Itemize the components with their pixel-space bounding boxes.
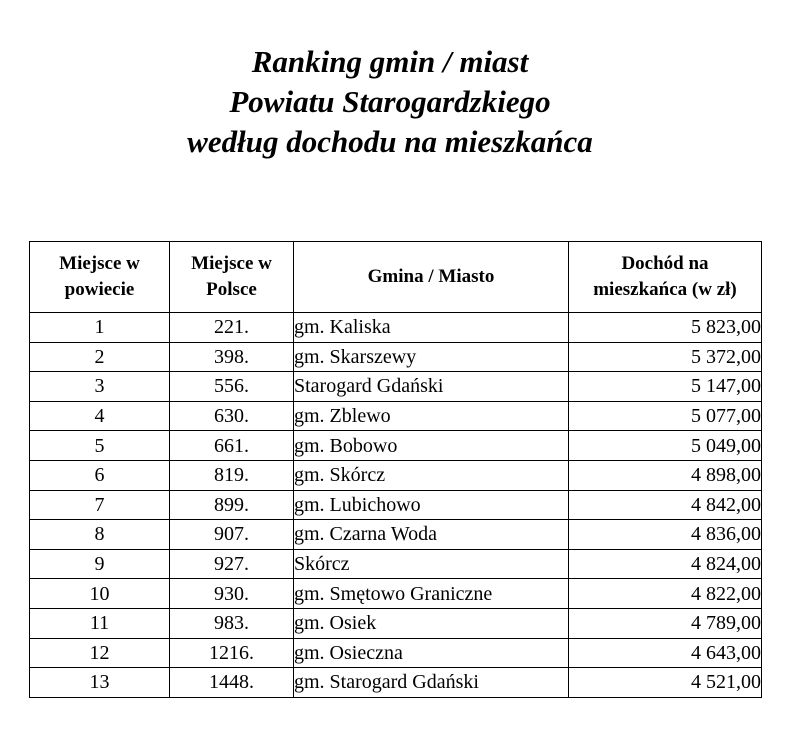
cell-county-rank: 10 bbox=[30, 579, 170, 609]
cell-national-rank: 661. bbox=[170, 431, 294, 461]
cell-national-rank: 1216. bbox=[170, 638, 294, 668]
page-title bbox=[0, 42, 780, 162]
header-income-line1: Dochód na bbox=[621, 253, 709, 274]
header-income-line2: mieszkańca (w zł) bbox=[593, 279, 737, 300]
cell-county-rank: 13 bbox=[30, 668, 170, 698]
header-income bbox=[569, 242, 762, 313]
cell-county-rank: 7 bbox=[30, 490, 170, 520]
table-row bbox=[30, 313, 762, 343]
cell-county-rank: 12 bbox=[30, 638, 170, 668]
cell-income: 4 789,00 bbox=[569, 608, 762, 638]
table-row bbox=[30, 490, 762, 520]
cell-national-rank: 930. bbox=[170, 579, 294, 609]
cell-county-rank: 6 bbox=[30, 460, 170, 490]
cell-municipality: gm. Bobowo bbox=[294, 431, 569, 461]
table-header-row bbox=[30, 242, 762, 313]
cell-municipality: Skórcz bbox=[294, 549, 569, 579]
table-row bbox=[30, 520, 762, 550]
cell-national-rank: 556. bbox=[170, 372, 294, 402]
header-county-rank bbox=[30, 242, 170, 313]
cell-municipality: gm. Starogard Gdański bbox=[294, 668, 569, 698]
header-national-rank bbox=[170, 242, 294, 313]
cell-income: 4 824,00 bbox=[569, 549, 762, 579]
table-row bbox=[30, 638, 762, 668]
header-county-rank-line1: Miejsce w bbox=[59, 253, 140, 274]
cell-municipality: gm. Smętowo Graniczne bbox=[294, 579, 569, 609]
cell-national-rank: 221. bbox=[170, 313, 294, 343]
cell-municipality: gm. Zblewo bbox=[294, 401, 569, 431]
table-row bbox=[30, 401, 762, 431]
cell-county-rank: 9 bbox=[30, 549, 170, 579]
cell-county-rank: 8 bbox=[30, 520, 170, 550]
cell-national-rank: 907. bbox=[170, 520, 294, 550]
cell-national-rank: 398. bbox=[170, 342, 294, 372]
cell-income: 4 836,00 bbox=[569, 520, 762, 550]
cell-income: 5 077,00 bbox=[569, 401, 762, 431]
cell-municipality: Starogard Gdański bbox=[294, 372, 569, 402]
cell-income: 5 823,00 bbox=[569, 313, 762, 343]
cell-national-rank: 1448. bbox=[170, 668, 294, 698]
cell-income: 4 842,00 bbox=[569, 490, 762, 520]
cell-income: 5 049,00 bbox=[569, 431, 762, 461]
header-county-rank-line2: powiecie bbox=[64, 279, 135, 300]
cell-municipality: gm. Osieczna bbox=[294, 638, 569, 668]
header-national-rank-line2: Polsce bbox=[206, 279, 257, 300]
cell-municipality: gm. Osiek bbox=[294, 608, 569, 638]
table-body bbox=[30, 313, 762, 698]
title-line-1: Ranking gmin / miast bbox=[251, 44, 529, 79]
cell-income: 4 822,00 bbox=[569, 579, 762, 609]
cell-county-rank: 11 bbox=[30, 608, 170, 638]
table-row bbox=[30, 460, 762, 490]
table-row bbox=[30, 342, 762, 372]
cell-income: 5 372,00 bbox=[569, 342, 762, 372]
cell-national-rank: 819. bbox=[170, 460, 294, 490]
cell-municipality: gm. Czarna Woda bbox=[294, 520, 569, 550]
cell-county-rank: 3 bbox=[30, 372, 170, 402]
header-national-rank-line1: Miejsce w bbox=[191, 253, 272, 274]
cell-income: 5 147,00 bbox=[569, 372, 762, 402]
cell-national-rank: 927. bbox=[170, 549, 294, 579]
cell-county-rank: 5 bbox=[30, 431, 170, 461]
cell-municipality: gm. Skarszewy bbox=[294, 342, 569, 372]
table-row bbox=[30, 668, 762, 698]
cell-national-rank: 983. bbox=[170, 608, 294, 638]
cell-county-rank: 4 bbox=[30, 401, 170, 431]
table-row bbox=[30, 579, 762, 609]
cell-municipality: gm. Lubichowo bbox=[294, 490, 569, 520]
title-line-2: Powiatu Starogardzkiego bbox=[229, 84, 551, 119]
ranking-table bbox=[29, 241, 762, 698]
cell-income: 4 643,00 bbox=[569, 638, 762, 668]
cell-municipality: gm. Kaliska bbox=[294, 313, 569, 343]
cell-municipality: gm. Skórcz bbox=[294, 460, 569, 490]
table-row bbox=[30, 549, 762, 579]
cell-county-rank: 1 bbox=[30, 313, 170, 343]
cell-national-rank: 630. bbox=[170, 401, 294, 431]
title-line-3: według dochodu na mieszkańca bbox=[187, 124, 593, 159]
table-row bbox=[30, 372, 762, 402]
cell-county-rank: 2 bbox=[30, 342, 170, 372]
header-municipality: Gmina / Miasto bbox=[294, 242, 569, 313]
table-row bbox=[30, 608, 762, 638]
cell-income: 4 898,00 bbox=[569, 460, 762, 490]
cell-national-rank: 899. bbox=[170, 490, 294, 520]
table-row bbox=[30, 431, 762, 461]
cell-income: 4 521,00 bbox=[569, 668, 762, 698]
